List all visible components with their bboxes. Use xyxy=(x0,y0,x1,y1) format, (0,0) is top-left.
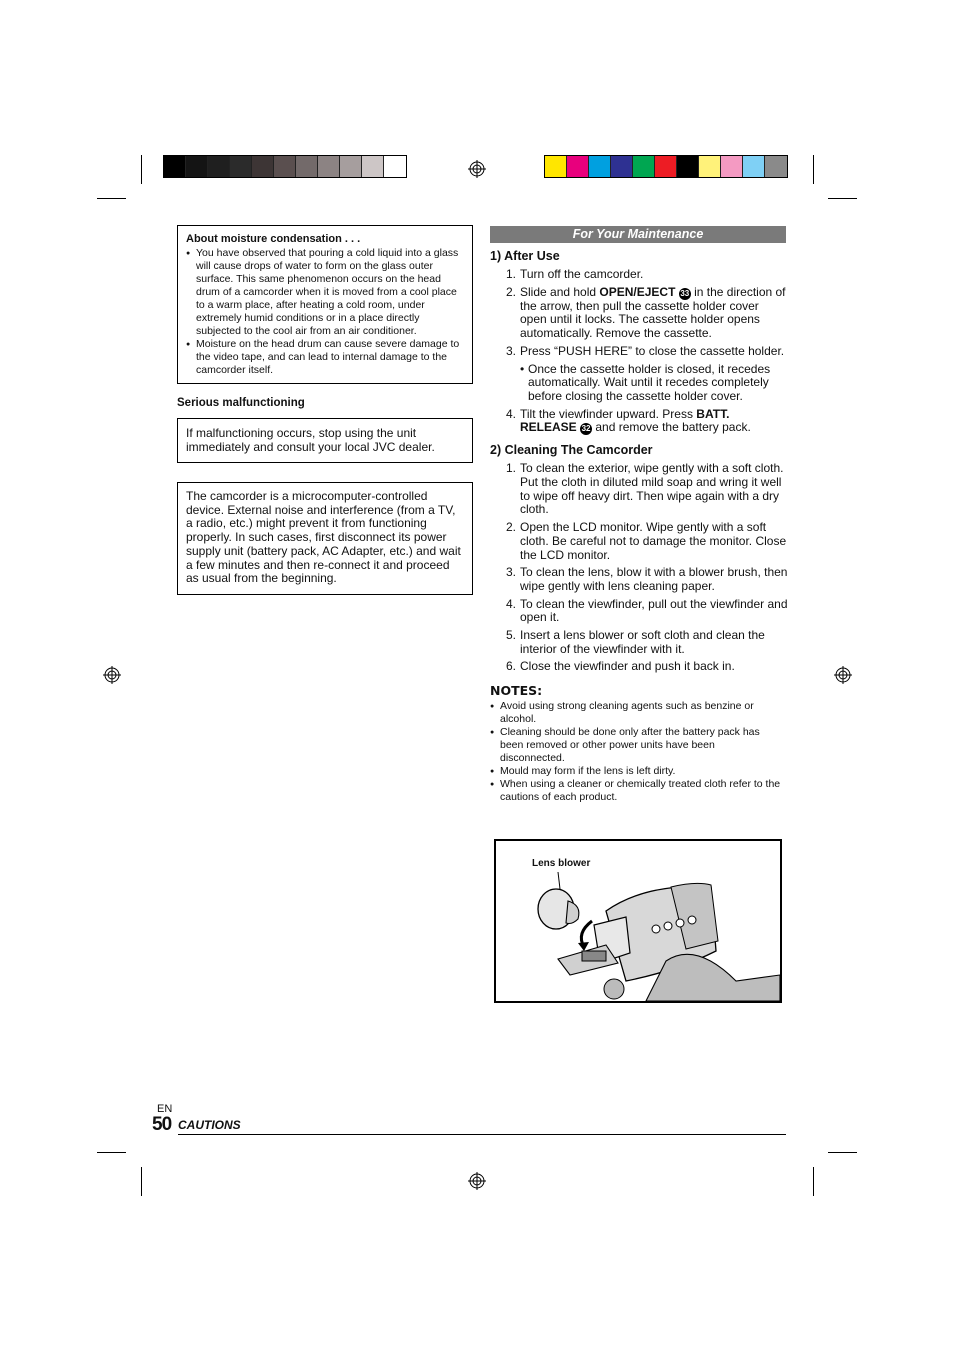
process-swatch xyxy=(545,156,567,177)
process-swatch xyxy=(699,156,721,177)
notes-list xyxy=(490,700,782,804)
language-label: EN xyxy=(157,1103,173,1115)
grayscale-swatch xyxy=(318,156,340,177)
grayscale-swatch xyxy=(274,156,296,177)
after-use-steps xyxy=(490,268,788,359)
camcorder-illustration-icon xyxy=(496,841,780,1001)
crop-mark xyxy=(828,198,857,199)
list-item: 1. To clean the exterior, wipe gently with a soft cloth. Put the cloth in diluted mild soap and wring it well to wipe off heavy dirt. Then wipe again with a dry cloth. xyxy=(506,461,784,517)
process-swatch xyxy=(677,156,699,177)
list-item: 2. Open the LCD monitor. Wipe gently with a soft cloth. Be careful not to damage the monitor. Close the LCD monitor. xyxy=(506,520,787,562)
after-use-title: 1) After Use xyxy=(490,249,560,263)
crop-mark xyxy=(141,155,142,184)
process-swatch xyxy=(655,156,677,177)
list-item: 4. To clean the viewfinder, pull out the viewfinder and open it. xyxy=(506,596,788,625)
process-swatch xyxy=(633,156,655,177)
list-item: 1. Turn off the camcorder. xyxy=(506,267,644,281)
process-swatch xyxy=(589,156,611,177)
note-item: ● Mould may form if the lens is left dirty. xyxy=(490,765,782,778)
list-item: 5. Insert a lens blower or soft cloth and clean the interior of the viewfinder with it. xyxy=(506,628,765,656)
circled-number-icon: 32 xyxy=(581,424,591,434)
note-item: ● Cleaning should be done only after the battery pack has been removed or other power units have been disconnected. xyxy=(490,726,782,765)
registration-mark-icon xyxy=(103,666,121,684)
circled-number-icon: 33 xyxy=(680,288,690,298)
process-swatch xyxy=(743,156,765,177)
serious-malfunction-text: If malfunctioning occurs, stop using the unit immediately and consult your local JVC dealer. xyxy=(186,426,435,454)
moisture-title: About moisture condensation . . . xyxy=(186,233,361,245)
note-item: ● When using a cleaner or chemically treated cloth refer to the cautions of each product. xyxy=(490,778,782,804)
crop-mark xyxy=(97,198,126,199)
list-item: 4. Tilt the viewfinder upward. Press BATT. RELEASE 32 and remove the battery pack. xyxy=(506,406,751,435)
crop-mark xyxy=(828,1152,857,1153)
grayscale-swatch xyxy=(362,156,384,177)
moisture-item: ● Moisture on the head drum can cause severe damage to the video tape, and can lead to internal damage to the camcorder itself. xyxy=(186,338,464,377)
grayscale-swatch xyxy=(296,156,318,177)
lens-blower-figure xyxy=(494,839,782,1003)
crop-mark xyxy=(813,1167,814,1196)
grayscale-swatch xyxy=(208,156,230,177)
grayscale-swatch xyxy=(340,156,362,177)
process-color-bar xyxy=(544,155,788,178)
list-item: 3. To clean the lens, blow it with a blower brush, then wipe gently with lens cleaning paper. xyxy=(506,565,788,593)
page-number: 50 xyxy=(152,1114,172,1135)
footer-section-title: CAUTIONS xyxy=(178,1118,241,1132)
grayscale-swatch xyxy=(164,156,186,177)
registration-mark-icon xyxy=(834,666,852,684)
section-header: For Your Maintenance xyxy=(490,226,786,243)
crop-mark xyxy=(141,1167,142,1196)
maintenance-content xyxy=(490,249,788,804)
registration-mark-icon xyxy=(468,160,486,178)
process-swatch xyxy=(567,156,589,177)
notes-title: NOTES: xyxy=(490,683,543,699)
list-item: 6. Close the viewfinder and push it back in. xyxy=(506,659,735,674)
list-item: 2. Slide and hold OPEN/EJECT 33 in the direction of the arrow, then pull the cassette holder cover open until it locks. The cassette holder opens automatically. Remove the cassette. xyxy=(506,284,786,341)
process-swatch xyxy=(611,156,633,177)
crop-mark xyxy=(97,1152,126,1153)
grayscale-swatch xyxy=(186,156,208,177)
process-swatch xyxy=(765,156,787,177)
registration-mark-icon xyxy=(468,1172,486,1190)
cleaning-steps xyxy=(490,462,788,674)
microcomputer-box xyxy=(177,482,473,595)
serious-malfunction-title: Serious malfunctioning xyxy=(177,397,305,409)
moisture-item: ● You have observed that pouring a cold liquid into a glass will cause drops of water to form on the glass outer surface. This same phenomenon occurs on the head drum of a camcorder when it is moved from a cool place to a warm place, after heating a cold room, under extremely humid conditions or in a place directly subjected to the cool air from an air conditioner. xyxy=(186,247,464,338)
after-use-subnote: • Once the cassette holder is closed, it recedes automatically. Wait until it recedes completely before closing the cassette holder cover. xyxy=(490,363,788,404)
microcomputer-text: The camcorder is a microcomputer-controlled device. External noise and interference (from a TV, a radio, etc.) might prevent it from functioning properly. In such cases, first disconnect its power supply unit (battery pack, AC Adapter, etc.) and wait a few minutes and then re-connect it and proceed as usual from the beginning. xyxy=(186,489,461,586)
grayscale-swatch xyxy=(252,156,274,177)
cleaning-title: 2) Cleaning The Camcorder xyxy=(490,443,653,458)
note-item: ● Avoid using strong cleaning agents such as benzine or alcohol. xyxy=(490,700,782,726)
footer-rule xyxy=(178,1134,786,1135)
figure-label: Lens blower xyxy=(532,858,591,869)
list-item: 3. Press “PUSH HERE” to close the cassette holder. xyxy=(506,343,785,358)
crop-mark xyxy=(813,155,814,184)
grayscale-swatch xyxy=(384,156,406,177)
grayscale-swatch xyxy=(230,156,252,177)
grayscale-color-bar xyxy=(163,155,407,178)
process-swatch xyxy=(721,156,743,177)
moisture-condensation-box xyxy=(177,225,473,384)
serious-malfunction-box xyxy=(177,418,473,463)
